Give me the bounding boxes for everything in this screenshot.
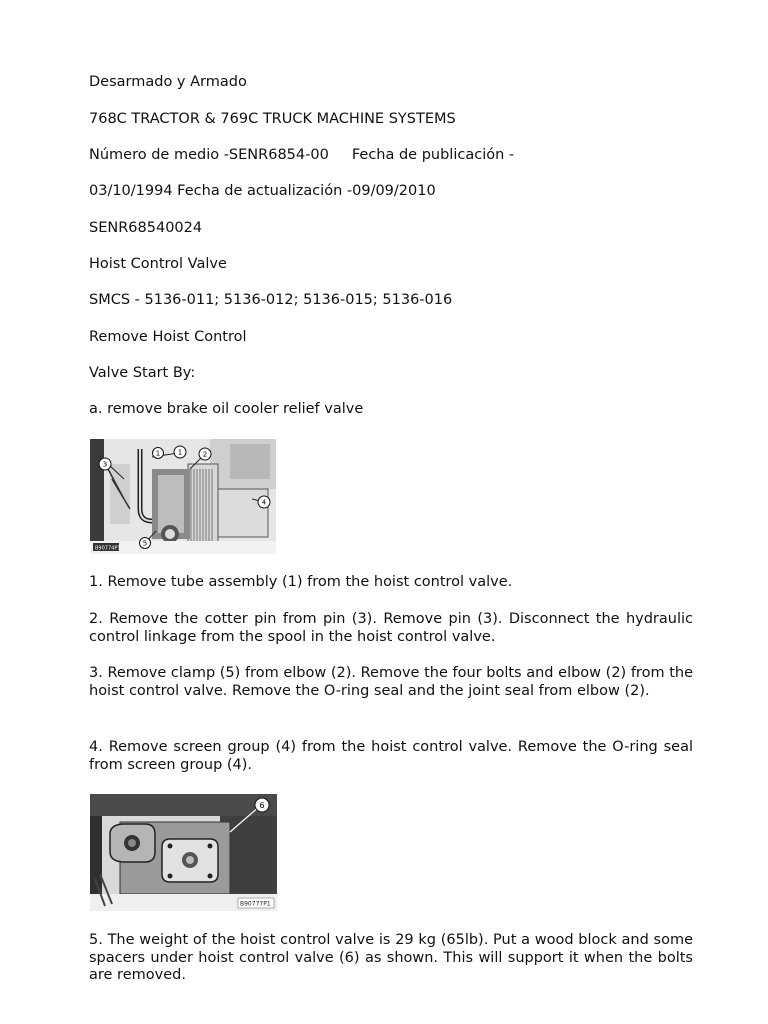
start-by-step: a. remove brake oil cooler relief valve [89,401,364,417]
document-id: SENR68540024 [89,220,203,236]
figure-2-illustration [90,794,277,911]
step-2: 2. Remove the cotter pin from pin (3). Remove pin (3). Disconnect the hydraulic control linkage from the spool in the hoist control valve. [89,611,693,645]
product-title: 768C TRACTOR & 769C TRUCK MACHINE SYSTEMS [89,111,456,127]
remove-heading: Remove Hoist Control [89,329,247,345]
figure-1-code: B90774P1 [95,545,121,552]
step-3: 3. Remove clamp (5) from elbow (2). Remove the four bolts and elbow (2) from the hoist control valve. Remove the O-ring seal and the joint seal from elbow (2). [89,665,693,699]
step-5: 5. The weight of the hoist control valve is 29 kg (65lb). Put a wood block and some spacers under hoist control valve (6) as shown. This will support it when the bolts are removed. [89,932,693,983]
callout-1: 1 [177,448,183,457]
step-4: 4. Remove screen group (4) from the hoist control valve. Remove the O-ring seal from screen group (4). [89,739,693,773]
callout-1-upper: 1 [155,449,161,458]
callout-6: 6 [259,801,265,810]
smcs-codes: SMCS - 5136-011; 5136-012; 5136-015; 5136-016 [89,292,453,308]
step-1: 1. Remove tube assembly (1) from the hoist control valve. [89,574,513,590]
section-heading: Desarmado y Armado [89,74,247,90]
callout-3: 3 [102,460,108,469]
callout-4: 4 [261,498,267,507]
figure-hoist-valve-support [90,794,277,911]
dates-line: 03/10/1994 Fecha de actualización -09/09/2010 [89,183,436,199]
callout-2: 2 [202,450,208,459]
figure-1-illustration [90,439,276,554]
figure-hoist-valve-lines [90,439,276,554]
callout-5: 5 [142,539,148,548]
page-title: Hoist Control Valve [89,256,227,272]
figure-2-callouts [255,798,269,812]
start-by-label: Valve Start By: [89,365,196,381]
figure-2-code: B90777P1 [240,900,271,908]
media-number-line: Número de medio -SENR6854-00 Fecha de publicación - [89,147,515,163]
